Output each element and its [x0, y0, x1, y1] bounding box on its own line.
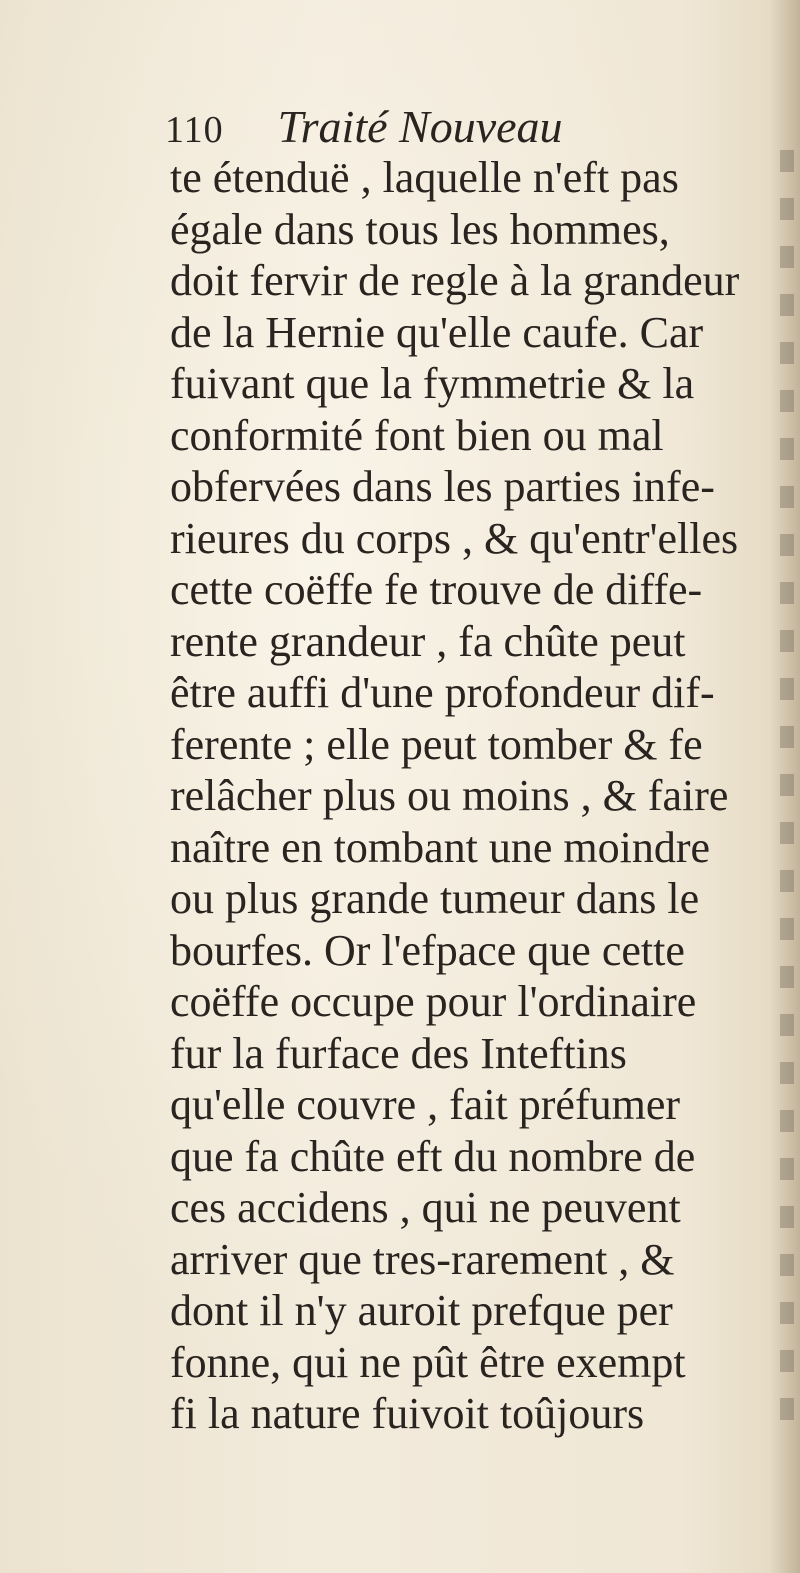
- text-line: conformité font bien ou mal: [170, 410, 664, 460]
- text-line: dont il n'y auroit prefque per: [170, 1286, 673, 1335]
- text-line: fur la furface des Inteftins: [170, 1028, 627, 1078]
- page-number: 110: [165, 109, 224, 151]
- text-line: rente grandeur , fa chûte peut: [170, 616, 686, 666]
- text-line: coëffe occupe pour l'ordinaire: [170, 977, 697, 1026]
- text-line: fi la nature fuivoit toûjours: [170, 1389, 645, 1438]
- text-line: égale dans tous les hommes,: [170, 204, 670, 254]
- text-line: bourfes. Or l'efpace que cette: [170, 925, 685, 975]
- text-line: fonne, qui ne pût être exempt: [170, 1337, 686, 1387]
- text-line: de la Hernie qu'elle caufe. Car: [170, 307, 704, 357]
- text-line: qu'elle couvre , fait préfumer: [170, 1080, 681, 1129]
- text-line: relâcher plus ou moins , & faire: [170, 771, 729, 820]
- text-line: être auffi d'une profondeur dif-: [170, 668, 715, 717]
- text-line: obfervées dans les parties infe-: [170, 462, 715, 511]
- text-line: rieures du corps , & qu'entr'elles: [170, 513, 739, 563]
- text-line: ces accidens , qui ne peuvent: [170, 1183, 681, 1232]
- text-line: te étenduë , laquelle n'eft pas: [170, 153, 679, 202]
- text-line: arriver que tres-rarement , &: [170, 1234, 675, 1284]
- text-line: ou plus grande tumeur dans le: [170, 874, 700, 923]
- running-title: Traité Nouveau: [277, 101, 563, 152]
- text-line: que fa chûte eft du nombre de: [170, 1131, 696, 1181]
- text-line: ferente ; elle peut tomber & fe: [170, 719, 703, 769]
- text-line: cette coëffe fe trouve de diffe-: [170, 565, 703, 614]
- text-line: fuivant que la fymmetrie & la: [170, 359, 695, 408]
- body-text: [170, 152, 800, 1440]
- text-line: doit fervir de regle à la grandeur: [170, 256, 740, 305]
- text-line: naître en tombant une moindre: [170, 822, 711, 872]
